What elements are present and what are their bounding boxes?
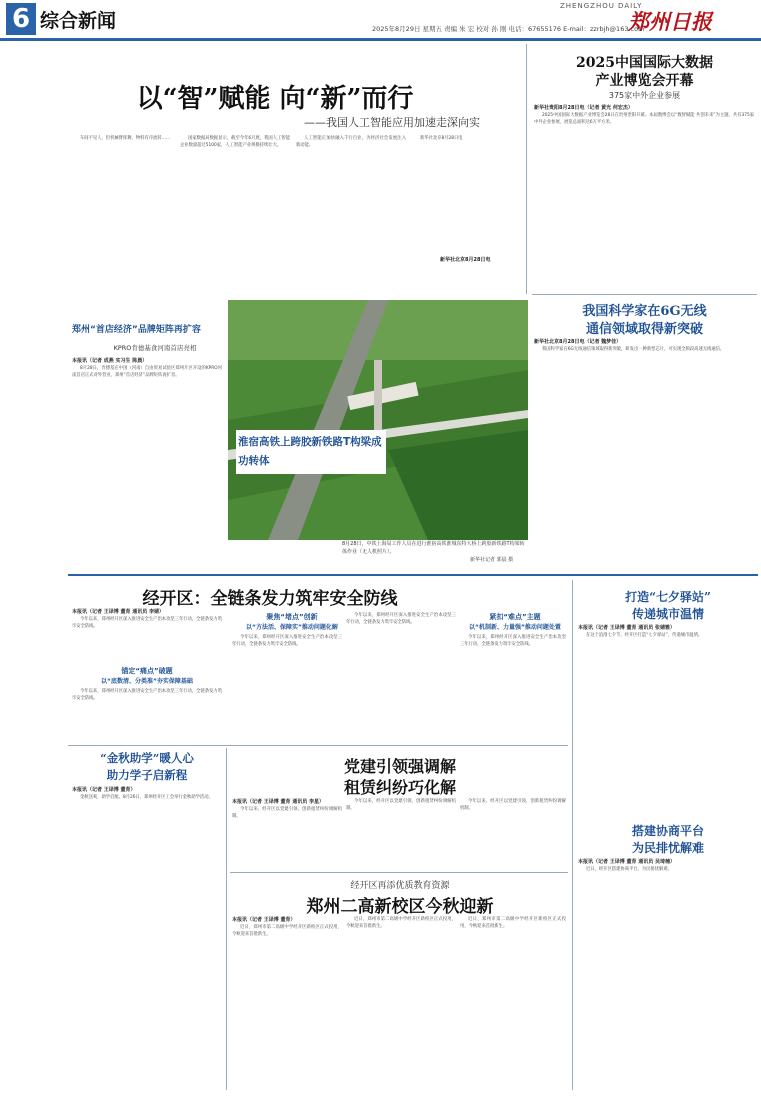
kpro-byline: 本报讯（记者 成燕 实习生 陈晨） <box>72 358 148 364</box>
consult-body: 近日，经开区搭建协商平台，为民排忧解难。 <box>586 867 672 872</box>
safety-sub1b: 以“底数清、分类准”夯实保障基础 <box>101 678 193 685</box>
masthead-rule <box>0 38 761 41</box>
main-col-4: 新华社北京8月28日电 <box>420 136 463 141</box>
news-photo <box>228 300 528 540</box>
qixi-byline: 本报讯（记者 王译博 董育 通讯员 张婧雅） <box>578 625 675 631</box>
section-name: 综合新闻 <box>40 10 117 32</box>
divider <box>68 745 568 746</box>
sixg-body: 我国科学家在6G无线通信领域取得新突破，研发出一种新型芯片，可实现全频段高速无线通信。 <box>542 347 725 352</box>
school-col-2: 近日，郑州市第二高级中学经开区新校区正式投用，今秋迎来首批新生。 <box>346 917 456 930</box>
kpro-body: 8月28日，肯德基在中国（河南）自由贸易试验区郑州片区开设的KPRO河南首店正式对外营业，郑州“首店经济”品牌矩阵再扩容。 <box>72 366 222 379</box>
safety-sub2b: 以“方法活、保障实”推动问题化解 <box>246 624 338 631</box>
photo-title: 淮宿高铁上跨胶新铁路T构梁成功转体 <box>238 436 382 467</box>
main-byline: 新华社北京8月28日电 <box>440 257 491 263</box>
consult-byline: 本报讯（记者 王译博 董育 通讯员 吴琦楠） <box>578 859 675 865</box>
expo-byline: 新华社贵阳8月28日电（记者 黄光 何宏杰） <box>534 105 633 111</box>
school-col-3: 近日，郑州市第二高级中学经开区新校区正式投用，今秋迎来首批新生。 <box>460 917 566 930</box>
kpro-subtitle: KPRO肯德基食河南首店亮相 <box>113 344 197 352</box>
main-col-3: 人工智能正加快融入千行百业，为经济社会发展注入新动能。 <box>296 136 406 149</box>
safety-byline: 本报讯（记者 王译博 董育 通讯员 李婧） <box>72 609 164 615</box>
school-byline: 本报讯（记者 王译博 董育） <box>232 917 296 923</box>
main-col-2: 国家数据局数据显示，截至今年6月底，我国人工智能企业数量超过5100家，人工智能产业规模持续壮大。 <box>180 136 290 149</box>
qixi-headline-1: 打造“七夕驿站” <box>625 590 711 604</box>
safety-col-1: 今年以来，郑州经开区深入推进安全生产治本攻坚三年行动，全链条发力筑牢安全防线。 <box>72 689 222 702</box>
expo-subtitle: 375家中外企业参展 <box>608 91 681 100</box>
safety-sub3: 紧扣“难点”主题 <box>489 613 541 621</box>
divider <box>230 872 568 873</box>
safety-col-3: 今年以来，郑州经开区深入推进安全生产治本攻坚三年行动，全链条发力筑牢安全防线。 <box>346 613 456 626</box>
school-col-1: 近日，郑州市第二高级中学经开区新校区正式投用，今秋迎来首批新生。 <box>232 925 342 938</box>
scholarship-headline-1: “金秋助学”暖人心 <box>100 751 194 765</box>
page-number: 6 <box>6 3 36 35</box>
main-headline: 以“智”赋能 向“新”而行 <box>136 84 414 114</box>
scholarship-body: 金秋送爽，助学启航。8月26日，郑州经开区工会举行金秋助学活动。 <box>80 795 213 800</box>
party-headline-1: 党建引领强调解 <box>343 757 456 776</box>
divider <box>526 44 527 294</box>
party-byline: 本报讯（记者 王译博 董育 通讯员 李星） <box>232 799 324 805</box>
expo-headline-2: 产业博览会开幕 <box>595 73 694 89</box>
photo-credit: 新华社记者 郭晨 摄 <box>470 557 514 563</box>
school-headline: 郑州二高新校区今秋迎新 <box>306 897 494 917</box>
paper-name-english: ZHENGZHOU DAILY <box>560 2 643 10</box>
safety-col-4: 今年以来，郑州经开区深入推进安全生产治本攻坚三年行动，全链条发力筑牢安全防线。 <box>460 635 566 648</box>
party-col-2: 今年以来，经开区以党建引领，创新租赁纠纷调解机制。 <box>346 799 456 812</box>
masthead <box>0 0 761 42</box>
party-col-1: 今年以来，经开区以党建引领，创新租赁纠纷调解机制。 <box>232 807 342 820</box>
dateline: 2025年8月29日 星期五 责编 朱 宏 校对 孙 刚 电话：67655176 E-mail：zzrbjh@163.com <box>372 25 645 33</box>
scholarship-headline-2: 助力学子启新程 <box>106 768 188 782</box>
railway-aerial-photo <box>228 300 528 540</box>
safety-sub3b: 以“机制新、力量强”推动问题处置 <box>469 624 561 631</box>
expo-body: 2025中国国际大数据产业博览会28日在贵州贵阳开幕。本届数博会以“数智赋能 共创未来”为主题，共有375家中外企业参展，展览总面积达6万平方米。 <box>534 113 754 126</box>
paper-logo: 郑州日报 <box>628 9 712 34</box>
sixg-headline-2: 通信领域取得新突破 <box>585 322 703 337</box>
sixg-headline-1: 我国科学家在6G无线 <box>582 304 707 319</box>
main-col-1: 车间不见人，但机械臂挥舞，物料有序流转…… <box>80 136 171 141</box>
consult-headline-1: 搭建协商平台 <box>631 824 704 838</box>
qixi-body: 在这个浪漫七夕节，经开区打造“七夕驿站”，传递城市温情。 <box>586 633 703 638</box>
safety-col-2: 今年以来，郑州经开区深入推进安全生产治本攻坚三年行动，全链条发力筑牢安全防线。 <box>232 635 342 648</box>
safety-intro: 今年以来，郑州经开区深入推进安全生产治本攻坚三年行动，全链条发力筑牢安全防线。 <box>72 617 222 630</box>
main-subtitle: ——我国人工智能应用加速走深向实 <box>304 116 480 129</box>
consult-headline-2: 为民排忧解难 <box>631 841 704 855</box>
sixg-byline: 新华社北京8月28日电（记者 魏梦佳） <box>534 339 622 345</box>
school-kicker: 经开区再添优质教育资源 <box>350 881 450 891</box>
expo-headline-1: 2025中国国际大数据 <box>576 55 713 71</box>
kpro-headline: 郑州“首店经济”品牌矩阵再扩容 <box>72 325 201 335</box>
divider <box>572 580 573 1090</box>
safety-sub2: 聚焦“堵点”创新 <box>266 613 318 621</box>
party-col-3: 今年以来，经开区以党建引领，创新租赁纠纷调解机制。 <box>460 799 566 812</box>
divider <box>532 294 757 295</box>
section-rule <box>68 574 758 576</box>
photo-caption: 8月28日，中铁上海局工作人员在进行淮宿高铁淮城东特大桥上跨胶新铁路T构梁转体作业（无人机照片）。 <box>342 541 525 555</box>
safety-headline: 经开区：全链条发力筑牢安全防线 <box>142 589 398 609</box>
divider <box>226 748 227 1090</box>
party-headline-2: 租赁纠纷巧化解 <box>343 778 456 797</box>
qixi-headline-2: 传递城市温情 <box>631 607 704 621</box>
scholarship-byline: 本报讯（记者 王译博 董育） <box>72 787 136 793</box>
safety-sub1: 锚定“痛点”破题 <box>121 667 173 675</box>
